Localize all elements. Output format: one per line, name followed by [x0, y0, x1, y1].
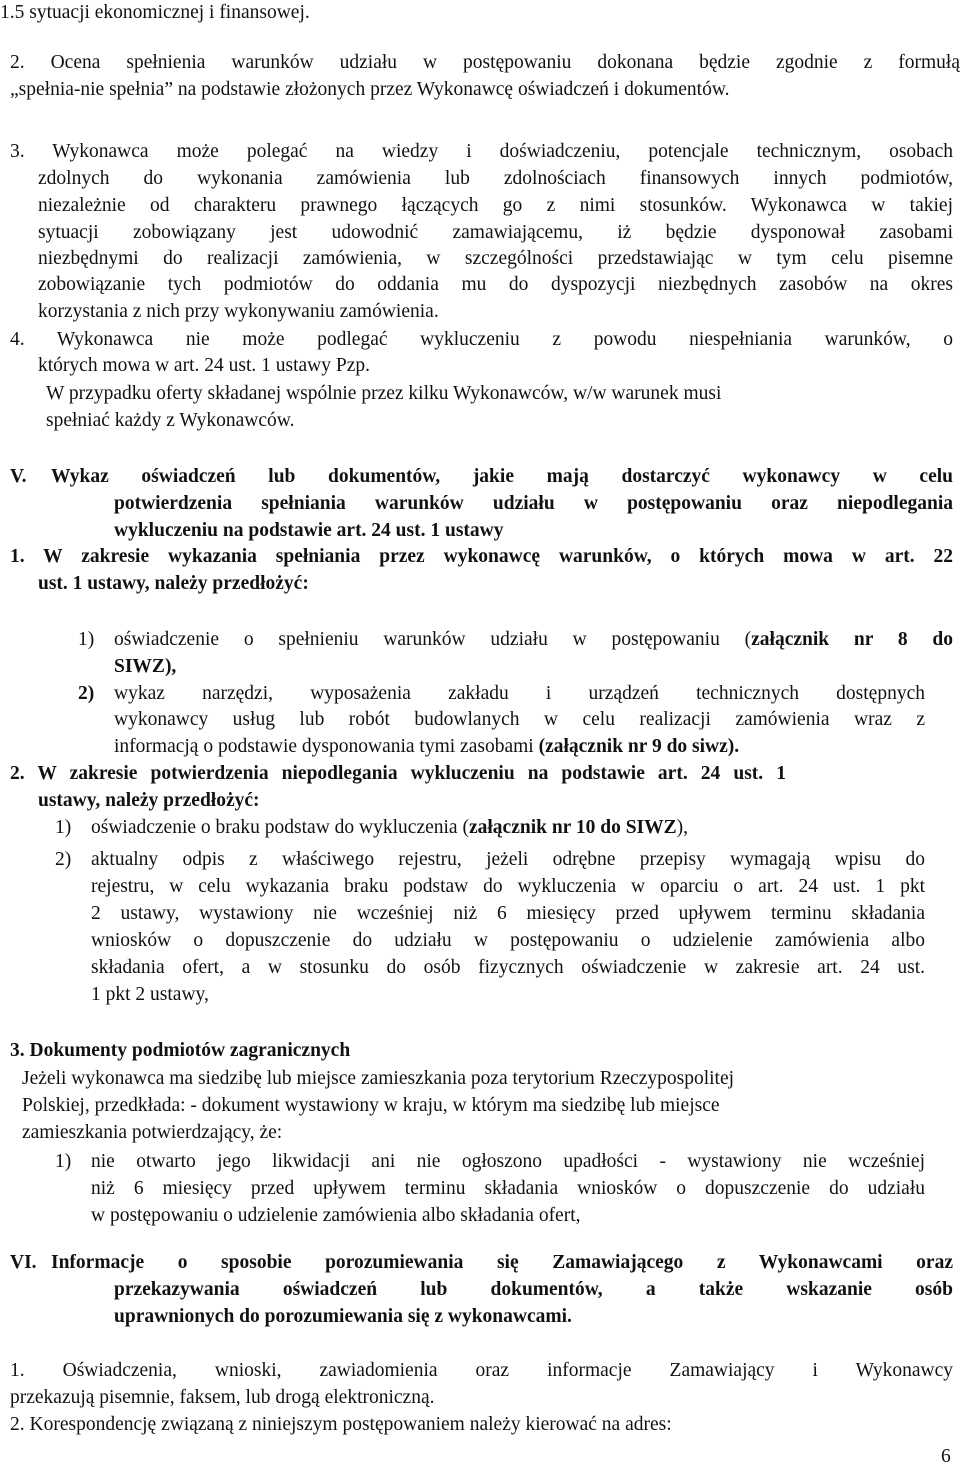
sub3-item-1-line-1: nie otwarto jego likwidacji ani nie ogłoszono upadłości - wystawiony nie wcześniej [91, 1151, 925, 1172]
section-vi-heading-line-2: przekazywania oświadczeń lub dokumentów, a także wskazanie osób [114, 1279, 953, 1300]
paragraph-3-line-3: niezależnie od charakteru prawnego łączących go z nimi stosunków. Wykonawca w takiej [38, 195, 953, 216]
sub3-item-1-line-3: w postępowaniu o udzielenie zamówienia albo składania ofert, [91, 1205, 581, 1226]
section-v-heading-line-3: wykluczeniu na podstawie art. 24 ust. 1 ustawy [114, 520, 504, 541]
sub1-item-2-line-2: wykonawcy usług lub robót budowlanych w celu realizacji zamówienia wraz z [114, 709, 925, 730]
paragraph-3-line-4: sytuacji zobowiązany jest udowodnić zamawiającemu, iż będzie dysponował zasobami [38, 222, 953, 243]
subsection-1-heading-line-2: ust. 1 ustawy, należy przedłożyć: [38, 573, 309, 594]
sub3-item-1-marker: 1) [55, 1151, 72, 1172]
section-vi-paragraph-2: 2. Korespondencję związaną z niniejszym postępowaniem należy kierować na adres: [10, 1414, 672, 1435]
sub1-item-1-line-2: SIWZ), [114, 656, 177, 677]
sub2-item-2-line-2: rejestru, w celu wykazania braku podstaw do wykluczenia w oparciu o art. 24 ust. 1 pkt [91, 876, 925, 897]
paragraph-4-line-4: spełniać każdy z Wykonawców. [46, 410, 295, 431]
subsection-2-heading-line-1: 2. W zakresie potwierdzenia niepodlegania wykluczeniu na podstawie art. 24 ust. 1 [10, 763, 786, 784]
sub1-item-1-marker: 1) [78, 629, 95, 650]
sub1-item-2-line-1: wykaz narzędzi, wyposażenia zakładu i urządzeń technicznych dostępnych [114, 683, 925, 704]
sub2-item-1-marker: 1) [55, 817, 72, 838]
sub1-item-2-line-3: informacją o podstawie dysponowania tymi zasobami (załącznik nr 9 do siwz). [114, 736, 740, 757]
paragraph-3-line-2: zdolnych do wykonania zamówienia lub zdolnościach finansowych innych podmiotów, [38, 168, 953, 189]
intro-line: 1.5 sytuacji ekonomicznej i finansowej. [0, 2, 310, 23]
paragraph-2-line-2: „spełnia-nie spełnia” na podstawie złożonych przez Wykonawcę oświadczeń i dokumentów. [10, 79, 730, 100]
section-vi-paragraph-1-line-2: przekazują pisemnie, faksem, lub drogą elektroniczną. [10, 1387, 435, 1408]
section-vi-heading-line-3: uprawnionych do porozumiewania się z wykonawcami. [114, 1306, 572, 1327]
sub2-item-2-line-4: wniosków o dopuszczenie do udziału w postępowaniu o udzielenie zamówienia albo [91, 930, 925, 951]
sub2-item-2-marker: 2) [55, 849, 72, 870]
sub3-item-1-line-2: niż 6 miesięcy przed upływem terminu składania wniosków o dopuszczenie do udziału [91, 1178, 925, 1199]
paragraph-3-line-6: zobowiązanie tych podmiotów do oddania mu do dyspozycji niezbędnych zasobów na okres [38, 274, 953, 295]
sub2-item-2-line-6: 1 pkt 2 ustawy, [91, 984, 209, 1005]
paragraph-3-line-5: niezbędnymi do realizacji zamówienia, w szczególności przedstawiając w tym celu pisemne [38, 248, 953, 269]
subsection-3-text-line-1: Jeżeli wykonawca ma siedzibę lub miejsce zamieszkania poza terytorium Rzeczypospolitej [22, 1068, 735, 1089]
paragraph-4-line-3: W przypadku oferty składanej wspólnie przez kilku Wykonawców, w/w warunek musi [46, 383, 722, 404]
sub1-item-1-line-1: oświadczenie o spełnieniu warunków udziału w postępowaniu (załącznik nr 8 do [114, 629, 953, 650]
subsection-3-text-line-2: Polskiej, przedkłada: - dokument wystawiony w kraju, w którym ma siedzibę lub miejsce [22, 1095, 720, 1116]
section-vi-number: VI. [10, 1252, 37, 1273]
sub1-item-2-marker: 2) [78, 683, 95, 704]
paragraph-3-line-7: korzystania z nich przy wykonywaniu zamówienia. [38, 301, 439, 322]
section-v-number: V. [10, 466, 27, 487]
subsection-3-heading: 3. Dokumenty podmiotów zagranicznych [10, 1040, 351, 1061]
paragraph-2-line-1: 2. Ocena spełnienia warunków udziału w postępowaniu dokonana będzie zgodnie z formułą [10, 52, 960, 73]
section-vi-heading-line-1: Informacje o sposobie porozumiewania się Zamawiającego z Wykonawcami oraz [51, 1252, 953, 1273]
sub2-item-1-line-1: oświadczenie o braku podstaw do wykluczenia (załącznik nr 10 do SIWZ), [91, 817, 689, 838]
sub2-item-2-line-3: 2 ustawy, wystawiony nie wcześniej niż 6 miesięcy przed upływem terminu składania [91, 903, 925, 924]
subsection-1-heading-line-1: 1. W zakresie wykazania spełniania przez wykonawcę warunków, o których mowa w art. 22 [10, 546, 953, 567]
sub2-item-2-line-1: aktualny odpis z właściwego rejestru, jeżeli odrębne przepisy wymagają wpisu do [91, 849, 925, 870]
paragraph-4-line-1: 4. Wykonawca nie może podlegać wykluczeniu z powodu niespełniania warunków, o [10, 329, 953, 350]
subsection-2-heading-line-2: ustawy, należy przedłożyć: [38, 790, 260, 811]
page-number: 6 [941, 1446, 951, 1467]
paragraph-3-line-1: 3. Wykonawca może polegać na wiedzy i doświadczeniu, potencjale technicznym, osobach [10, 141, 953, 162]
section-v-heading-line-1: Wykaz oświadczeń lub dokumentów, jakie mają dostarczyć wykonawcy w celu [51, 466, 953, 487]
sub2-item-2-line-5: składania ofert, a w stosunku do osób fizycznych oświadczenie w zakresie art. 24 ust. [91, 957, 925, 978]
subsection-3-text-line-3: zamieszkania potwierdzający, że: [22, 1122, 283, 1143]
section-v-heading-line-2: potwierdzenia spełniania warunków udziału w postępowaniu oraz niepodlegania [114, 493, 953, 514]
section-vi-paragraph-1-line-1: 1. Oświadczenia, wnioski, zawiadomienia oraz informacje Zamawiający i Wykonawcy [10, 1360, 953, 1381]
paragraph-4-line-2: których mowa w art. 24 ust. 1 ustawy Pzp. [38, 355, 370, 376]
